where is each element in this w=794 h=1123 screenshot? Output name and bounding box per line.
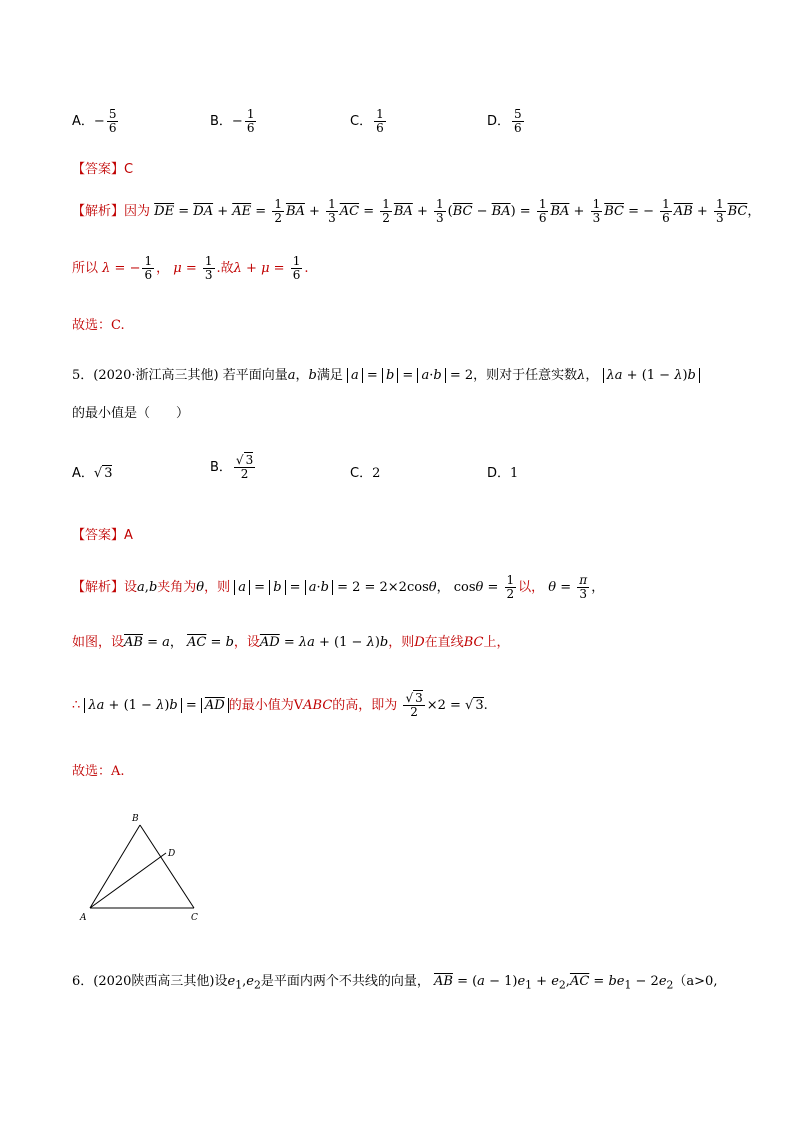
q6-stem: 6．(2020陕西高三其他)设$e_1,e_2$是平面内两个不共线的向量， $\overline{AB} = (a - 1)e_1 + e_2,\overline{AC} = be_1 - 2e_2(a>0$, — [72, 974, 718, 992]
label-b: B — [132, 814, 139, 824]
q4-options — [72, 100, 632, 136]
q5-options — [72, 450, 632, 490]
triangle-figure — [78, 810, 208, 925]
q5-stem-line2: 的最小值是（ ） — [72, 406, 190, 421]
q5-option-d: D．1 — [487, 466, 519, 481]
q5-answer: 【答案】A — [72, 528, 133, 543]
q5-option-c: C．2 — [350, 466, 381, 481]
option-c: C． $\frac{1}{6}$ — [350, 107, 384, 135]
q5-stem-line1: 5．(2020·浙江高三其他) 若平面向量a，b满足 a = b = a·b = 2，则对于任意实数λ， λa + (1 − λ)b — [72, 364, 700, 383]
segment-ad — [90, 853, 166, 908]
q4-answer: 【答案】C — [72, 162, 134, 177]
label-d: D — [168, 849, 176, 859]
option-b: B．− $\frac{1}{6}$ — [210, 107, 255, 135]
q5-choose: 故选：A. — [72, 764, 125, 779]
q4-choose: 故选：C. — [72, 318, 125, 333]
q5-option-b: B． $\frac{√ 3}{2}$ — [210, 453, 254, 481]
option-a: A．− $\frac{5}{6}$ — [72, 107, 117, 135]
q5-option-a: A．√ 3 — [72, 466, 113, 481]
q4-analysis-line2: 所以 λ = − $\frac{1}{6}$ ， μ = $\frac{1}{3}$ .故λ + μ = $\frac{1}{6}$ . — [72, 254, 309, 282]
q5-analysis-line2: 如图，设$\overline{AB} = a$， $\overline{AC} = b$，设$\overline{AD} = \lambda a + (1 - \lambda)b$，则D在直线BC上， — [72, 635, 510, 650]
q4-analysis-line1: 【解析】因为 $\overline{DE} = \overline{DA} + \overline{AE}$ = $\frac{1}{2}$ $\overline{BA}$ + $\frac{1}{3}$ $\overline{AC}$ = $\frac{1}{2}$ $\overline{BA}$ + $\frac{1}{3}$ $(\overline{BC} - \overline{BA})$ = $\frac{1}{6}$ $\overline{BA}$ + $\frac{1}{3}$ $\overline{BC}$ = − $\frac{1}{6}$ $\overline{AB}$ + $\frac{1}{3}$ $\overline{BC}$， — [72, 197, 761, 225]
q5-analysis-line3: ∴ $\lambda a + (1 - \lambda)b = \overline{AD}$ 的最小值为VABC的高，即为 $\frac{√ 3}{2}$ ×2 = √ 3. — [72, 691, 488, 719]
option-d: D． $\frac{5}{6}$ — [487, 107, 522, 135]
label-a: A — [80, 913, 87, 923]
q5-analysis-line1: 【解析】设a,b夹角为θ，则 a = b = a·b = 2 = 2×2cosθ， cosθ = $\frac{1}{2}$ 以， θ = $\frac{\pi}{3}$ ， — [72, 573, 605, 601]
label-c: C — [191, 913, 198, 923]
side-ab — [90, 825, 140, 908]
